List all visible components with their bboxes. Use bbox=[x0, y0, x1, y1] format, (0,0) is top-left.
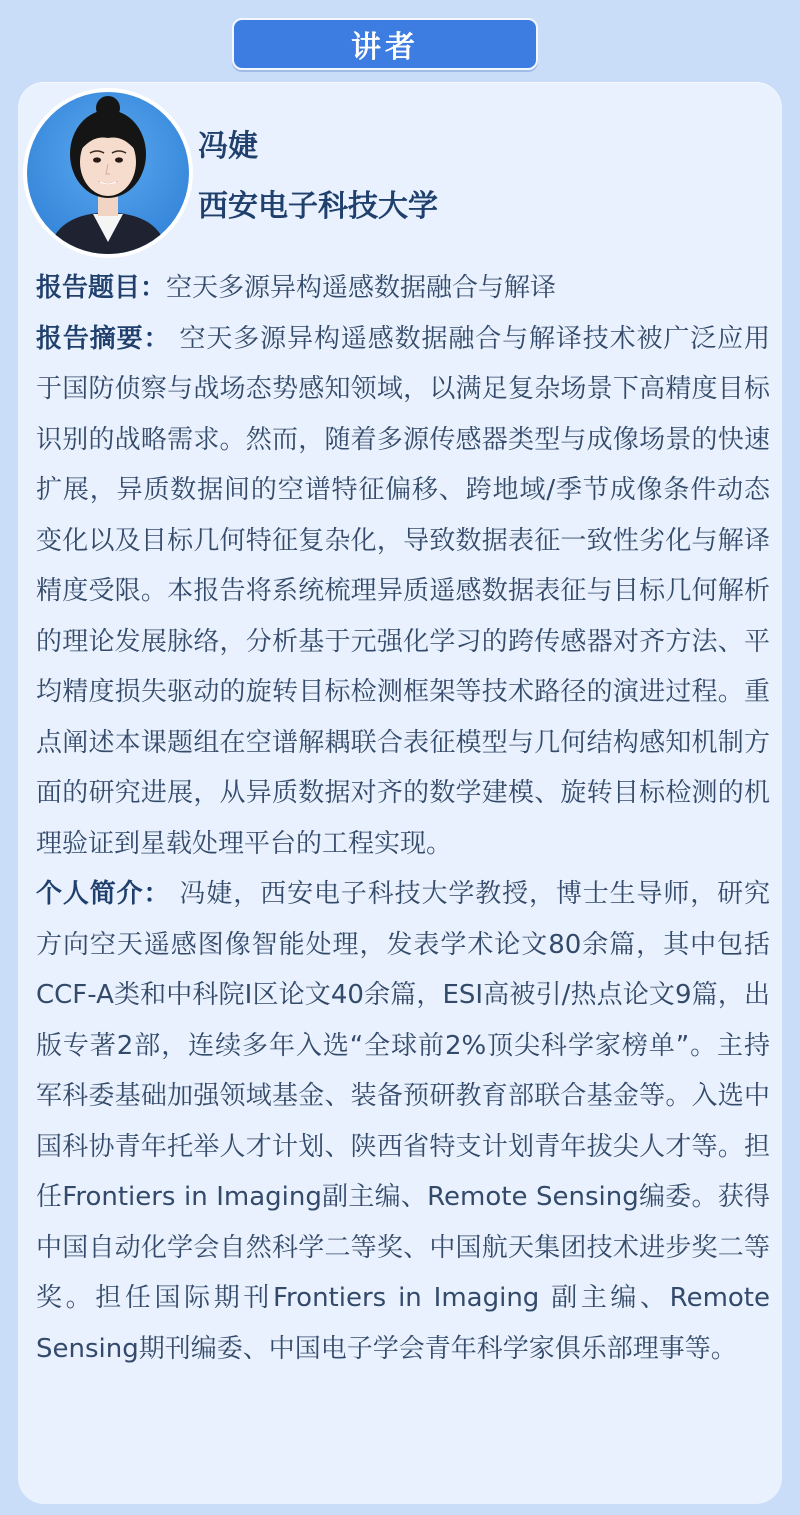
report-abstract-paragraph bbox=[36, 314, 770, 870]
avatar bbox=[23, 88, 193, 258]
bio-value: 冯婕，西安电子科技大学教授，博士生导师，研究方向空天遥感图像智能处理，发表学术论文80余篇，其中包括CCF-A类和中科院I区论文40余篇，ESI高被引/热点论文9篇，出版专著2部，连续多年入选“全球前2%顶尖科学家榜单”。主持军科委基础加强领域基金、装备预研教育部联合基金等。入选中国科协青年托举人才计划、陕西省特支计划青年拔尖人才等。担任Frontiers in Imaging副主编、Remote Sensing编委。获得中国自动化学会自然科学二等奖、中国航天集团技术进步奖二等奖。担任国际期刊Frontiers in Imaging 副主编、Remote Sensing期刊编委、中国电子学会青年科学家俱乐部理事等。 bbox=[36, 879, 770, 1364]
report-title-value: 空天多源异构遥感数据融合与解译 bbox=[166, 273, 557, 303]
report-title-label: 报告题目： bbox=[36, 273, 167, 303]
speaker-affiliation: 西安电子科技大学 bbox=[198, 189, 438, 224]
bio-label: 个人简介： bbox=[36, 879, 171, 909]
bio-paragraph bbox=[36, 869, 770, 1374]
section-header-title: 讲者 bbox=[351, 30, 419, 65]
speaker-details bbox=[36, 263, 770, 1374]
report-title-paragraph bbox=[36, 263, 770, 314]
portrait-photo-icon bbox=[27, 92, 189, 254]
report-abstract-value: 空天多源异构遥感数据融合与解译技术被广泛应用于国防侦察与战场态势感知领域，以满足复杂场景下高精度目标识别的战略需求。然而，随着多源传感器类型与成像场景的快速扩展，异质数据间的空谱特征偏移、跨地域/季节成像条件动态变化以及目标几何特征复杂化，导致数据表征一致性劣化与解译精度受限。本报告将系统梳理异质遥感数据表征与目标几何解析的理论发展脉络，分析基于元强化学习的跨传感器对齐方法、平均精度损失驱动的旋转目标检测框架等技术路径的演进过程。重点阐述本课题组在空谱解耦联合表征模型与几何结构感知机制方面的研究进展，从异质数据对齐的数学建模、旋转目标检测的机理验证到星载处理平台的工程实现。 bbox=[36, 323, 770, 859]
speaker-name: 冯婕 bbox=[198, 129, 258, 164]
report-abstract-label: 报告摘要： bbox=[36, 323, 171, 354]
section-header bbox=[232, 18, 538, 70]
